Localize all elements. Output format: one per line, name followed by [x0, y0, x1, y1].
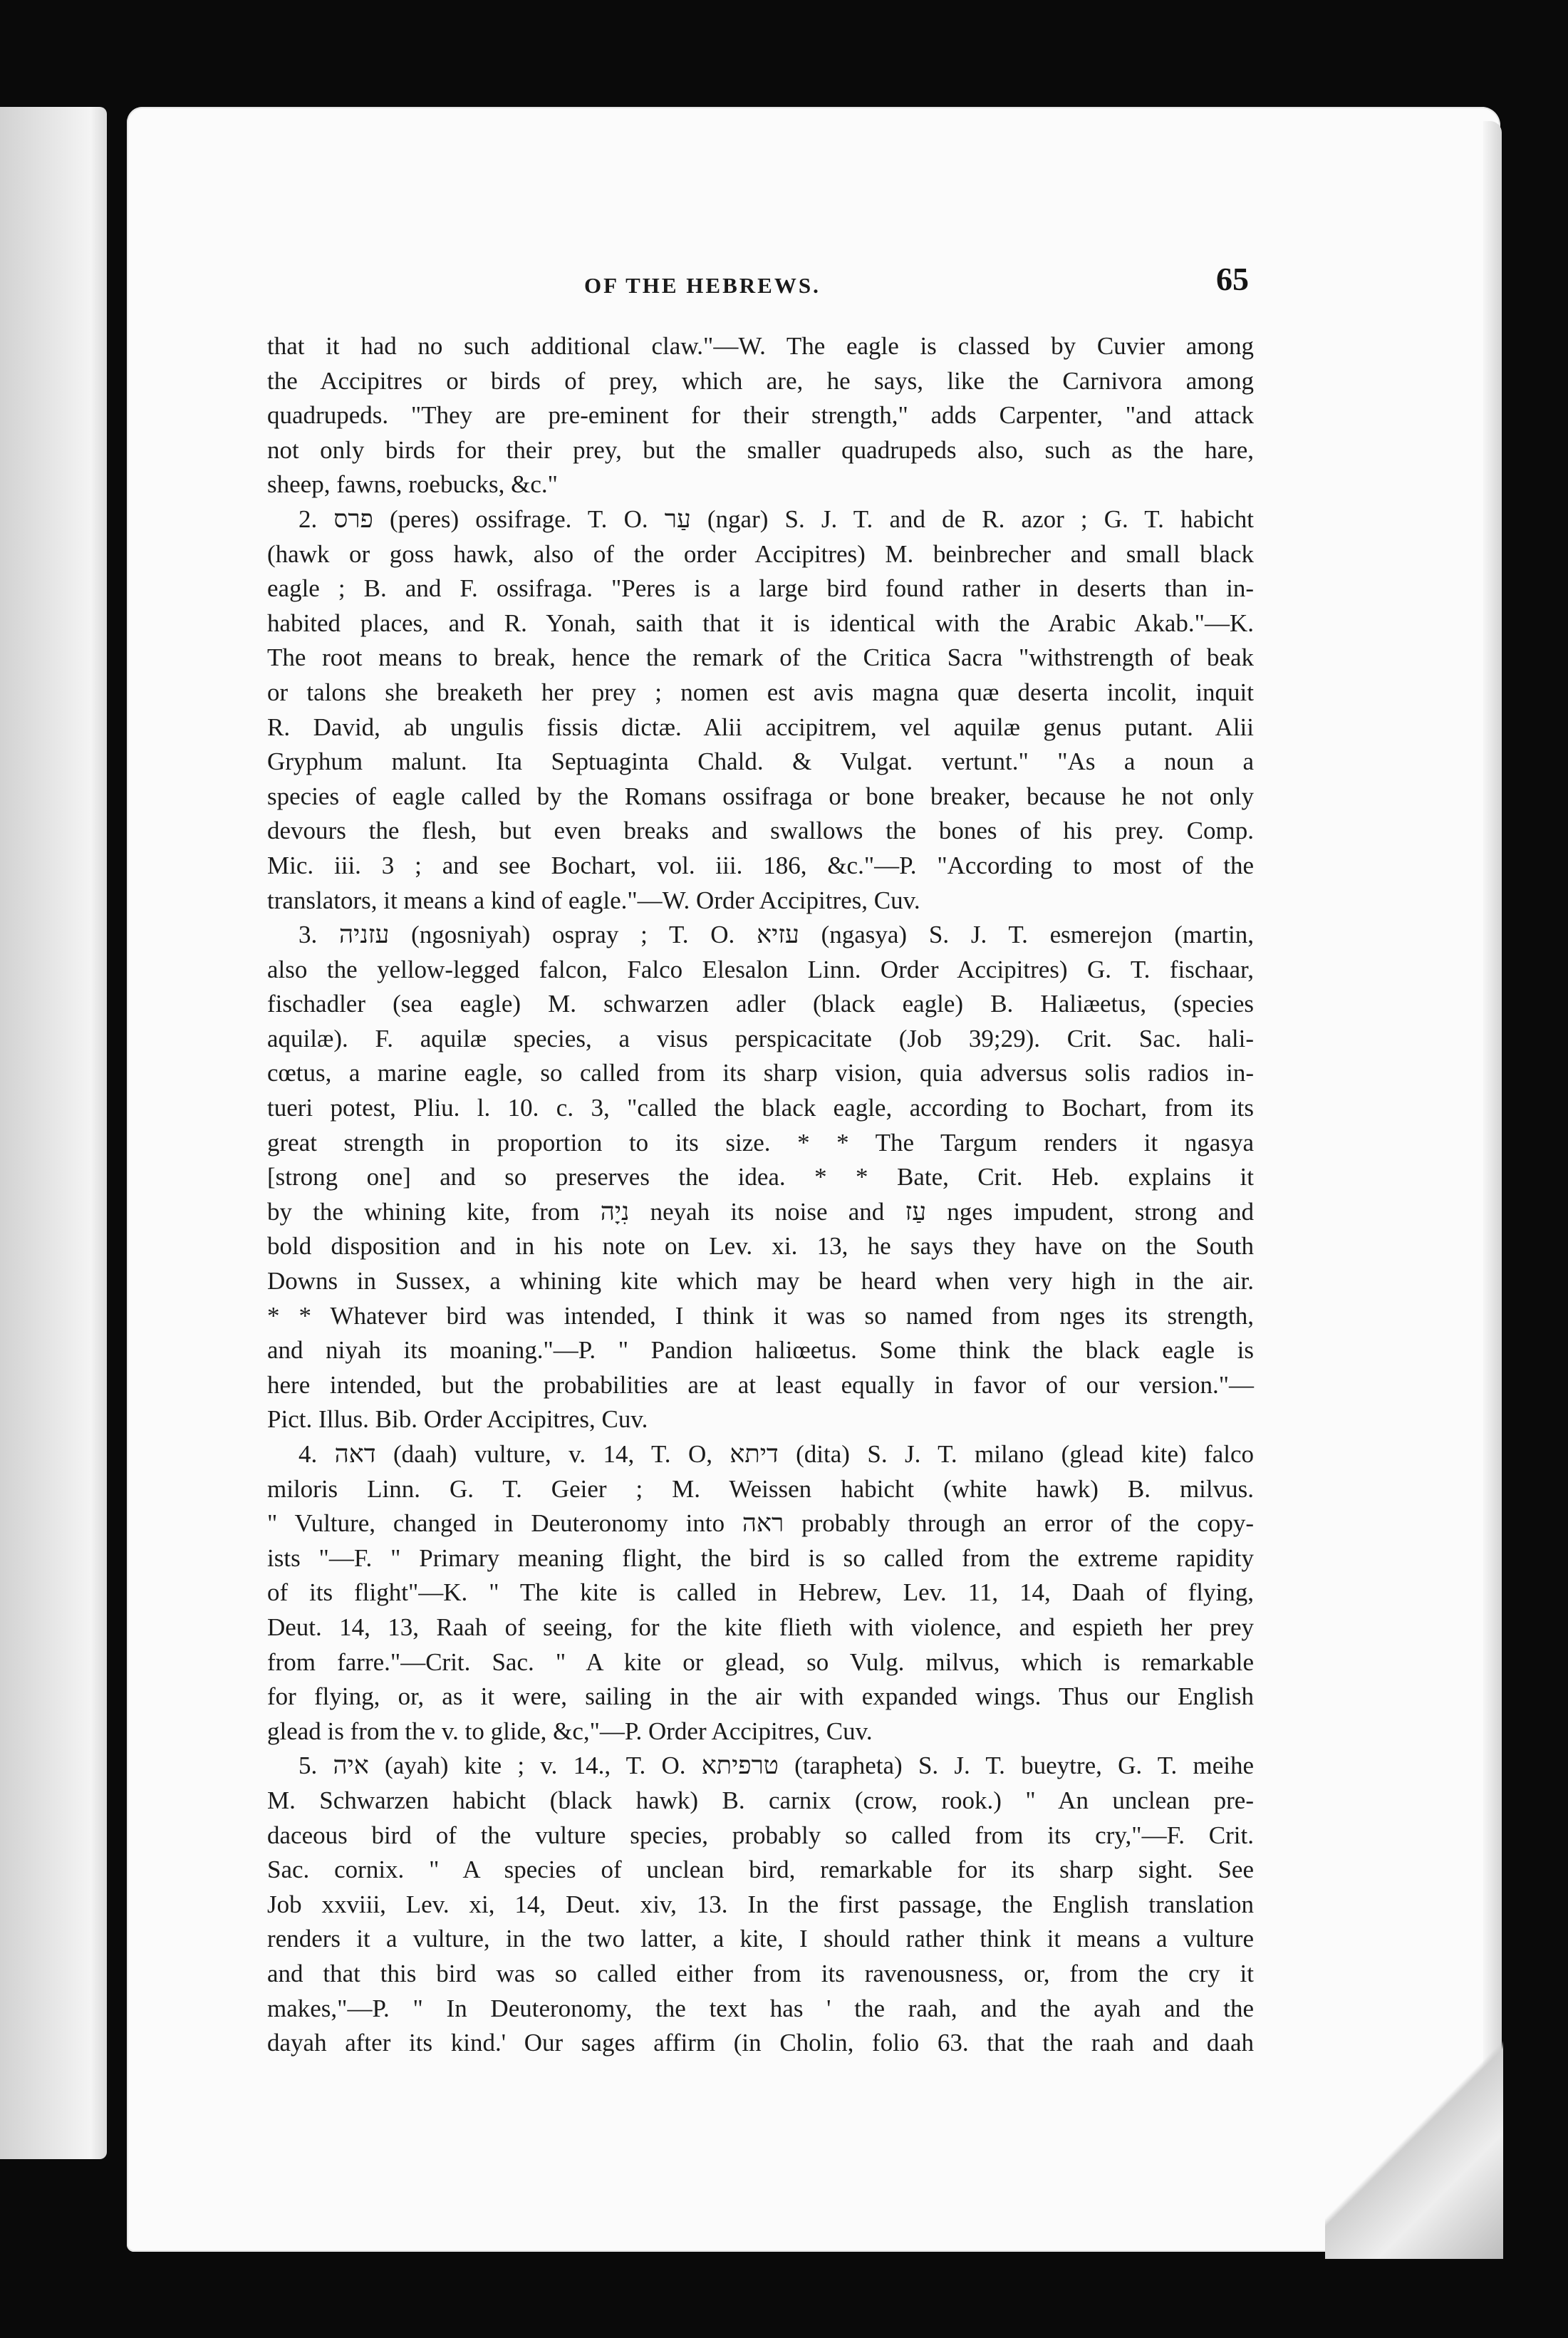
text-line: 5. איה (ayah) kite ; v. 14., T. O. טרפיתא (tarapheta) S. J. T. bueytre, G. T. meihe [298, 1752, 1255, 1780]
text-line: Mic. iii. 3 ; and see Bochart, vol. iii. 186, &c."—P. "According to most of the [267, 851, 1254, 879]
text-line: for flying, or, as it were, sailing in the air with expanded wings. Thus our English [267, 1682, 1254, 1711]
running-head: OF THE HEBREWS. [584, 273, 821, 298]
text-line: Deut. 14, 13, Raah of seeing, for the kite flieth with violence, and espieth her prey [267, 1613, 1254, 1641]
text-line: translators, it means a kind of eagle."—W. Order Accipitres, Cuv. [267, 886, 920, 914]
body-text [267, 329, 1254, 2061]
text-line: The root means to break, hence the remark of the Critica Sacra "withstrength of beak [267, 643, 1254, 672]
text-line: [strong one] and so preserves the idea. * * Bate, Crit. Heb. explains it [267, 1163, 1254, 1191]
text-line: 4. דאה (daah) vulture, v. 14, T. O, דיתא (dita) S. J. T. milano (glead kite) falco [298, 1440, 1255, 1468]
text-line: glead is from the v. to glide, &c,"—P. Order Accipitres, Cuv. [267, 1717, 873, 1745]
text-line: Pict. Illus. Bib. Order Accipitres, Cuv. [267, 1405, 648, 1434]
text-line: cœtus, a marine eagle, so called from its sharp vision, quia adversus solis radios in- [267, 1059, 1254, 1087]
text-line: by the whining kite, from נִיָה neyah its noise and עַז nges impudent, strong and [267, 1197, 1254, 1226]
text-line: quadrupeds. "They are pre-eminent for their strength," adds Carpenter, "and attack [267, 401, 1254, 430]
page-header [274, 260, 1249, 310]
text-line: and niyah its moaning."—P. " Pandion haliœetus. Some think the black eagle is [267, 1336, 1254, 1365]
text-line: dayah after its kind.' Our sages affirm (in Cholin, folio 63. that the raah and daah [267, 2029, 1254, 2057]
text-line: devours the flesh, but even breaks and swallows the bones of his prey. Comp. [267, 817, 1254, 845]
page-number: 65 [1216, 261, 1249, 297]
text-line: and that this bird was so called either from its ravenousness, or, from the cry it [267, 1959, 1254, 1987]
text-line: of its flight"—K. " The kite is called in Hebrew, Lev. 11, 14, Daah of flying, [267, 1578, 1254, 1607]
text-line: or talons she breaketh her prey ; nomen est avis magna quæ deserta incolit, inquit [267, 678, 1254, 706]
text-line: M. Schwarzen habicht (black hawk) B. carnix (crow, rook.) " An unclean pre- [267, 1786, 1254, 1814]
text-line: makes,"—P. " In Deuteronomy, the text has ' the raah, and the ayah and the [267, 1994, 1254, 2022]
text-line: miloris Linn. G. T. Geier ; M. Weissen habicht (white hawk) B. milvus. [267, 1474, 1254, 1503]
text-line: the Accipitres or birds of prey, which are, he says, like the Carnivora among [267, 366, 1254, 395]
text-line: habited places, and R. Yonah, saith that it is identical with the Arabic Akab."—K. [267, 609, 1254, 637]
text-line: aquilæ). F. aquilæ species, a visus perspicacitate (Job 39;29). Crit. Sac. hali- [267, 1024, 1254, 1052]
text-line: from farre."—Crit. Sac. " A kite or glead, so Vulg. milvus, which is remarkable [267, 1648, 1254, 1676]
text-line: * * Whatever bird was intended, I think it was so named from nges its strength, [267, 1301, 1254, 1330]
text-line: 3. עזניה (ngosniyah) ospray ; T. O. עזיא (ngasya) S. J. T. esmerejon (martin, [298, 921, 1255, 949]
text-line: eagle ; B. and F. ossifraga. "Peres is a large bird found rather in deserts than in- [267, 574, 1254, 603]
previous-page-edge [0, 107, 107, 2159]
text-line: Sac. cornix. " A species of unclean bird, remarkable for its sharp sight. See [267, 1856, 1254, 1884]
text-line: not only birds for their prey, but the smaller quadrupeds also, such as the hare, [267, 435, 1254, 464]
text-line: Job xxviii, Lev. xi, 14, Deut. xiv, 13. In the first passage, the English translation [267, 1890, 1254, 1918]
text-line: (hawk or goss hawk, also of the order Accipitres) M. beinbrecher and small black [267, 539, 1254, 568]
text-line: ists "—F. " Primary meaning flight, the bird is so called from the extreme rapidity [267, 1543, 1254, 1572]
text-line: renders it a vulture, in the two latter, a kite, I should rather think it means a vulture [267, 1925, 1254, 1953]
text-line: Gryphum malunt. Ita Septuaginta Chald. & Vulgat. vertunt." "As a noun a [267, 748, 1254, 776]
text-line: 2. פרס (peres) ossifrage. T. O. עַר (ngar) S. J. T. and de R. azor ; G. T. habicht [298, 505, 1254, 533]
text-line: great strength in proportion to its size. * * The Targum renders it ngasya [267, 1128, 1254, 1157]
text-line: daceous bird of the vulture species, probably so called from its cry,"—F. Crit. [267, 1821, 1254, 1849]
text-line: sheep, fawns, roebucks, &c." [267, 470, 558, 499]
text-line: that it had no such additional claw."—W. The eagle is classed by Cuvier among [267, 332, 1254, 360]
text-line: R. David, ab ungulis fissis dictæ. Alii accipitrem, vel aquilæ genus putant. Alii [267, 713, 1254, 741]
page-corner-curl [1325, 2017, 1503, 2259]
text-line: also the yellow-legged falcon, Falco Elesalon Linn. Order Accipitres) G. T. fischaar, [267, 955, 1254, 983]
text-line: Downs in Sussex, a whining kite which may be heard when very high in the air. [267, 1267, 1254, 1295]
text-line: fischadler (sea eagle) M. schwarzen adler (black eagle) B. Haliæetus, (species [267, 990, 1254, 1018]
text-line: species of eagle called by the Romans ossifraga or bone breaker, because he not only [267, 782, 1254, 810]
text-line: tueri potest, Pliu. l. 10. c. 3, "called the black eagle, according to Bochart, from its [267, 1094, 1254, 1122]
text-line: " Vulture, changed in Deuteronomy into ראה probably through an error of the copy- [267, 1509, 1254, 1538]
page-edge-shadow [1483, 121, 1502, 2230]
text-line: here intended, but the probabilities are at least equally in favor of our version."— [267, 1370, 1254, 1399]
text-line: bold disposition and in his note on Lev. xi. 13, he says they have on the South [267, 1232, 1254, 1261]
